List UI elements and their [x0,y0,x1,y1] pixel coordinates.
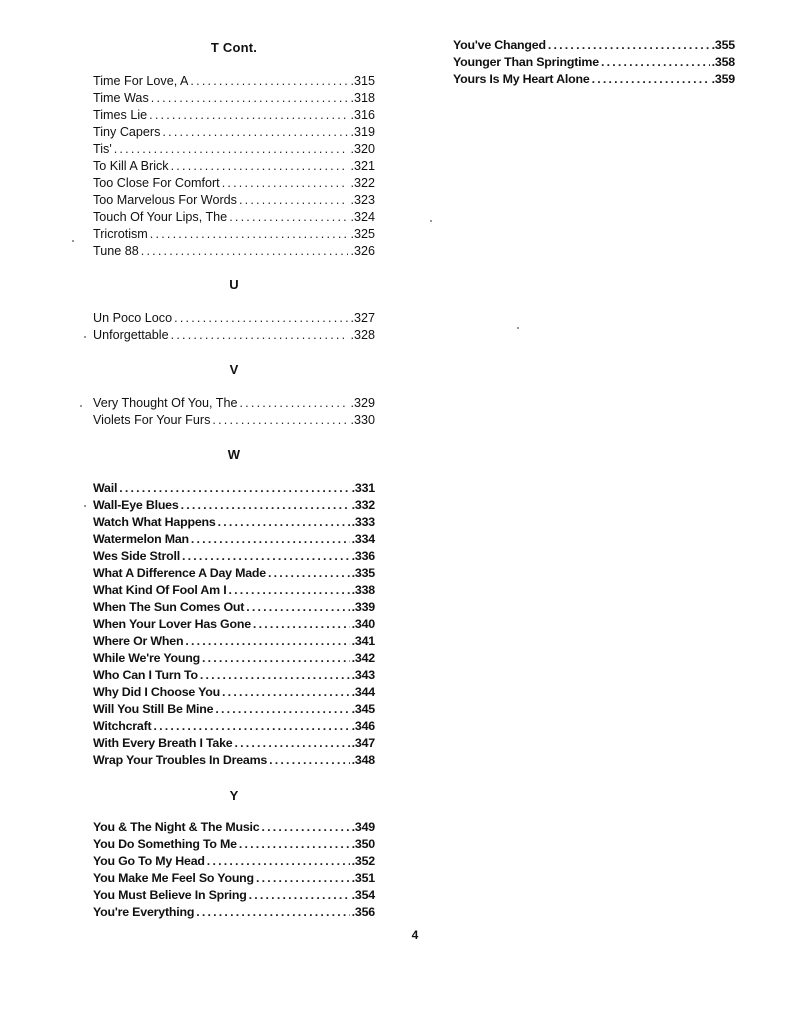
entry-title: Watch What Happens [93,515,216,529]
entry-title: Very Thought Of You, The [93,396,238,410]
dot-leader [181,497,350,514]
entry-page-number: .339 [351,600,375,614]
entry-title: Tune 88 [93,244,139,258]
entry-page-number: .346 [351,719,375,733]
entry-title: What Kind Of Fool Am I [93,583,227,597]
entry-title: Time For Love, A [93,74,189,88]
scan-speck [430,220,432,222]
entry-page-number: .355 [711,38,735,52]
dot-leader [239,395,348,412]
entry-title: You Make Me Feel So Young [93,871,254,885]
dot-leader [261,819,349,836]
entry-title: Tricrotism [93,227,148,241]
entry-page-number: .349 [351,820,375,834]
entry-title: What A Difference A Day Made [93,566,266,580]
entry-title: Tis' [93,142,112,156]
toc-entry [93,904,375,921]
dot-leader [239,192,349,209]
entry-page-number: .323 [350,193,375,207]
entry-page-number: .351 [351,871,375,885]
toc-entry [93,480,375,497]
dot-leader [229,209,348,226]
entry-page-number: .347 [351,736,375,750]
dot-leader [185,633,349,650]
section-w-entries [93,480,375,769]
dot-leader [601,54,710,71]
toc-entry [93,175,375,192]
dot-leader [150,226,349,243]
dot-leader [246,599,349,616]
entry-page-number: .334 [351,532,375,546]
entry-title: You & The Night & The Music [93,820,260,834]
dot-leader [234,735,349,752]
dot-leader [191,531,350,548]
scan-speck [80,405,82,407]
entry-page-number: .329 [350,396,375,410]
entry-title: You've Changed [453,38,546,52]
entry-page-number: .320 [350,142,375,156]
toc-entry [93,158,375,175]
entry-page-number: .333 [351,515,375,529]
toc-entry [93,497,375,514]
dot-leader [149,107,348,124]
entry-title: Watermelon Man [93,532,189,546]
section-v-entries [93,395,375,429]
entry-title: Touch Of Your Lips, The [93,210,228,224]
toc-entry [93,633,375,650]
toc-entry [453,37,735,54]
entry-page-number: .352 [351,854,375,868]
entry-page-number: .322 [350,176,375,190]
entry-page-number: .326 [350,244,375,258]
entry-title: Where Or When [93,634,184,648]
entry-page-number: .316 [350,108,375,122]
scan-speck [72,240,74,242]
entry-page-number: .325 [350,227,375,241]
entry-title: Younger Than Springtime [453,55,599,69]
toc-entry [93,209,375,226]
dot-leader [174,310,348,327]
toc-entry [93,819,375,836]
toc-entry [93,735,375,752]
section-heading-y: Y [229,788,239,803]
toc-entry [93,327,375,344]
toc-entry [93,124,375,141]
entry-title: Times Lie [93,108,148,122]
dot-leader [218,514,350,531]
entry-page-number: .354 [351,888,375,902]
section-heading-t-cont: T Cont. [210,40,258,55]
dot-leader [222,684,350,701]
section-u-entries [93,310,375,344]
toc-entry [93,514,375,531]
entry-title: Witchcraft [93,719,152,733]
toc-entry [93,836,375,853]
entry-title: To Kill A Brick [93,159,169,173]
toc-entry [93,752,375,769]
entry-title: Will You Still Be Mine [93,702,214,716]
entry-page-number: .350 [351,837,375,851]
toc-entry [93,718,375,735]
dot-leader [119,480,349,497]
section-heading-v: V [229,362,239,377]
entry-title: Wes Side Stroll [93,549,180,563]
toc-entry [93,531,375,548]
dot-leader [182,548,350,565]
toc-entry [93,310,375,327]
dot-leader [249,887,350,904]
dot-leader [190,73,348,90]
entry-page-number: .338 [351,583,375,597]
entry-page-number: .315 [350,74,375,88]
toc-entry [93,243,375,260]
dot-leader [153,718,349,735]
entry-page-number: .340 [351,617,375,631]
section-y-entries [93,819,375,921]
page-number: 4 [411,928,419,942]
toc-entry [93,667,375,684]
dot-leader [253,616,350,633]
toc-entry [93,90,375,107]
toc-entry [93,701,375,718]
dot-leader [269,752,350,769]
entry-page-number: .348 [351,753,375,767]
toc-entry [93,226,375,243]
toc-entry [93,192,375,209]
entry-title: You're Everything [93,905,195,919]
entry-page-number: .332 [351,498,375,512]
dot-leader [202,650,350,667]
entry-page-number: .342 [351,651,375,665]
entry-title: When Your Lover Has Gone [93,617,251,631]
dot-leader [215,701,349,718]
entry-page-number: .327 [350,311,375,325]
dot-leader [196,904,349,921]
entry-title: Violets For Your Furs [93,413,211,427]
dot-leader [592,71,710,88]
scan-speck [84,336,86,338]
entry-title: Too Marvelous For Words [93,193,237,207]
entry-page-number: .331 [351,481,375,495]
entry-title: Time Was [93,91,149,105]
entry-page-number: .358 [711,55,735,69]
dot-leader [548,37,710,54]
entry-title: Wrap Your Troubles In Dreams [93,753,268,767]
toc-entry [93,582,375,599]
entry-title: With Every Breath I Take [93,736,233,750]
toc-entry [93,616,375,633]
dot-leader [114,141,349,158]
dot-leader [200,667,350,684]
section-heading-u: U [229,277,239,292]
entry-page-number: .321 [350,159,375,173]
toc-entry [93,565,375,582]
toc-entry [93,599,375,616]
dot-leader [171,158,349,175]
entry-title: Who Can I Turn To [93,668,198,682]
dot-leader [141,243,349,260]
section-heading-w: W [227,447,241,462]
toc-entry [93,412,375,429]
toc-entry [93,548,375,565]
entry-title: You Go To My Head [93,854,205,868]
toc-entry [453,54,735,71]
section-y-cont-entries [453,37,735,88]
entry-title: Why Did I Choose You [93,685,221,699]
dot-leader [222,175,349,192]
dot-leader [239,836,350,853]
dot-leader [268,565,350,582]
entry-title: While We're Young [93,651,200,665]
entry-page-number: .324 [350,210,375,224]
entry-page-number: .345 [351,702,375,716]
dot-leader [151,90,349,107]
entry-title: Un Poco Loco [93,311,173,325]
entry-title: Wail [93,481,118,495]
toc-entry [93,684,375,701]
entry-page-number: .335 [351,566,375,580]
entry-page-number: .356 [351,905,375,919]
dot-leader [228,582,349,599]
entry-title: When The Sun Comes Out [93,600,245,614]
toc-entry [453,71,735,88]
toc-entry [93,107,375,124]
scan-speck [517,327,519,329]
toc-entry [93,853,375,870]
entry-title: You Do Something To Me [93,837,237,851]
entry-page-number: .341 [351,634,375,648]
entry-page-number: .344 [351,685,375,699]
section-t-cont-entries [93,73,375,260]
dot-leader [162,124,348,141]
entry-title: Unforgettable [93,328,169,342]
dot-leader [212,412,348,429]
entry-title: Tiny Capers [93,125,161,139]
entry-page-number: .343 [351,668,375,682]
toc-entry [93,887,375,904]
toc-entry [93,141,375,158]
entry-page-number: .359 [711,72,735,86]
toc-entry [93,395,375,412]
dot-leader [256,870,350,887]
entry-page-number: .318 [350,91,375,105]
entry-page-number: .336 [351,549,375,563]
scan-speck [84,505,86,507]
entry-page-number: .328 [350,328,375,342]
dot-leader [207,853,350,870]
dot-leader [171,327,349,344]
toc-entry [93,73,375,90]
toc-entry [93,870,375,887]
entry-title: You Must Believe In Spring [93,888,247,902]
entry-title: Yours Is My Heart Alone [453,72,590,86]
entry-page-number: .319 [350,125,375,139]
entry-page-number: .330 [350,413,375,427]
toc-entry [93,650,375,667]
entry-title: Too Close For Comfort [93,176,220,190]
entry-title: Wall-Eye Blues [93,498,179,512]
